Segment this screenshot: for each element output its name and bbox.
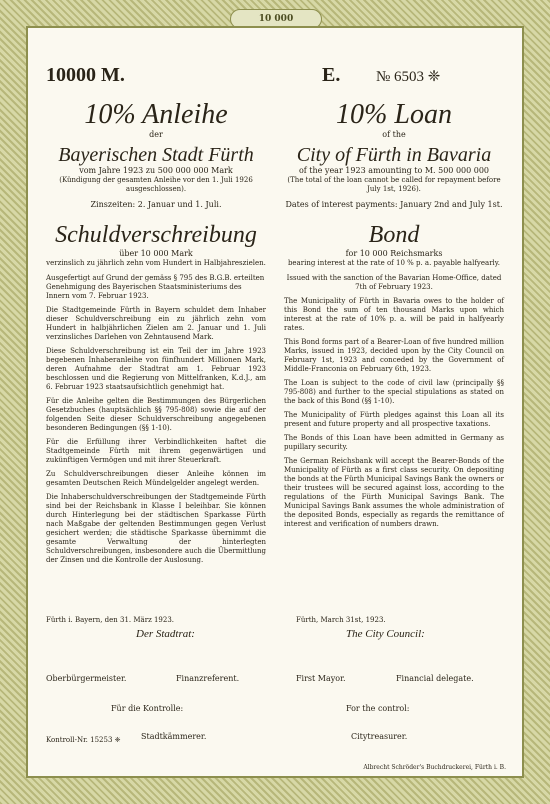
serial-number: № 6503 ❈	[376, 69, 441, 85]
serial-letter: E.	[322, 64, 341, 86]
german-paragraph-6: Die Inhaberschuldverschreibungen der Stadtgemeinde Fürth sind bei der Reichsbank in Klasse I beleihbar. Sie können durch Hinterlegung bei der städtischen Sparkasse Fürth nach Maßgabe der geltenden Bestimmungen gegen Verlust gesichert werden; die städtische Sparkasse übernimmt die gesamte Verwaltung der hinterlegten Schuldverschreibungen, insbesondere auch die Übermittlung der Zinsen und die Kontrolle der Auslosung.	[46, 493, 266, 564]
english-rate-line: bearing interest at the rate of 10 % p. a. payable halfyearly.	[287, 259, 501, 267]
english-place-date: Fürth, March 31st, 1923.	[296, 616, 386, 624]
german-paragraph-5: Zu Schuldverschreibungen dieser Anleihe können im gesamten Deutschen Reich Mündelgelder angelegt werden.	[46, 470, 266, 487]
english-title: 10% Loan	[336, 99, 452, 130]
german-column	[46, 100, 266, 565]
german-paragraph-4: Für die Erfüllung ihrer Verbindlichkeiten haftet die Stadtgemeinde Fürth mit ihrem gegenwärtigen und zukünftigen Vermögen und mit ihrer Steuerkraft.	[46, 438, 266, 464]
english-year: of the year 1923 amounting to M. 500 000 000	[298, 166, 490, 175]
german-paragraph-3: Für die Anleihe gelten die Bestimmungen des Bürgerlichen Gesetzbuches (hauptsächlich §§ 795-808) sowie die auf der folgenden Seite dieser Schuldverschreibung angegebenen besonderen Bedingungen (§§ 1-10).	[46, 397, 266, 432]
german-year: vom Jahre 1923 zu 500 000 000 Mark	[79, 166, 233, 175]
english-sig-mayor: First Mayor.	[296, 674, 346, 683]
english-city: City of Fürth in Bavaria	[296, 144, 492, 166]
english-paragraph-4: The Municipality of Fürth pledges against this Loan all its present and future property and all prospective taxations.	[284, 411, 504, 428]
printer-imprint: Albrecht Schröder's Buchdruckerei, Fürth i. B.	[363, 764, 506, 771]
english-issued: Issued with the sanction of the Bavarian Home-Office, dated 7th of February 1923.	[286, 274, 502, 291]
english-paragraph-1: The Municipality of Fürth in Bavaria owes to the holder of this Bond the sum of ten thousand Marks upon which interest at the rate of 10% p. a. will be paid in halfyearly rates.	[284, 297, 504, 332]
german-interest: Zinszeiten: 2. Januar und 1. Juli.	[90, 200, 222, 209]
german-issued: Ausgefertigt auf Grund der gemäss § 795 des B.G.B. erteilten Genehmigung des Bayerischen Staatsministeriums des Innern vom 7. Februar 1923.	[46, 274, 265, 300]
german-paragraph-1: Die Stadtgemeinde Fürth in Bayern schuldet dem Inhaber dieser Schuldverschreibung ein zu jährlich zehn vom Hundert in halbjährlichen Zielen am 2. Januar und 1. Juli verzinsliches Darlehen von Zehntausend Mark.	[46, 306, 266, 341]
english-sig-finance: Financial delegate.	[396, 674, 474, 683]
english-sig-treasurer: Citytreasurer.	[351, 732, 408, 741]
english-section: Bond	[368, 222, 420, 248]
german-der: der	[149, 130, 163, 139]
control-number: Kontroll-Nr. 15253 ❈	[46, 736, 121, 744]
german-section: Schuldverschreibung	[55, 222, 257, 248]
german-place-date: Fürth i. Bayern, den 31. März 1923.	[46, 616, 175, 624]
german-sig-treasurer: Stadtkämmerer.	[141, 732, 207, 741]
german-title: 10% Anleihe	[84, 99, 228, 130]
german-city: Bayerischen Stadt Fürth	[58, 144, 254, 166]
english-paragraph-2: This Bond forms part of a Bearer-Loan of five hundred million Marks, issued in 1923, decided upon by the City Council on February 1st, 1923 and conceded by the Government of Middle-Franconia on February 6th, 1923.	[284, 338, 504, 373]
german-control-label: Für die Kontrolle:	[111, 704, 184, 713]
english-note: (The total of the loan cannot be called for repayment before July 1st, 1926).	[287, 176, 501, 193]
german-amount-line: über 10 000 Mark	[119, 249, 193, 258]
english-of: of the	[382, 130, 406, 139]
german-paragraph-2: Diese Schuldverschreibung ist ein Teil der im Jahre 1923 begebenen Inhaberanleihe von fünfhundert Millionen Mark, deren Aufnahme der Stadtrat am 1. Februar 1923 beschlossen und die Regierung von Mittelfranken, K.d.J., am 6. Februar 1923 staatsaufsichtlich genehmigt hat.	[46, 347, 266, 391]
english-interest: Dates of interest payments: January 2nd and July 1st.	[285, 200, 503, 209]
denomination-cartouche: 10 000	[230, 9, 322, 29]
german-sig-mayor: Oberbürgermeister.	[46, 674, 127, 683]
english-paragraph-3: The Loan is subject to the code of civil law (principally §§ 795-808) and further to the special stipulations as stated on the back of this Bond (§§ 1-10).	[284, 379, 504, 405]
english-control-label: For the control:	[346, 704, 410, 713]
english-paragraph-6: The German Reichsbank will accept the Bearer-Bonds of the Municipality of Fürth as a first class security. On depositing the bonds at the Fürth Municipal Savings Bank the owners or their trustees will be secured against loss, according to the regulations of the Fürth Municipal Savings Bank. The Municipal Savings Bank assumes the whole administration of the deposited Bonds, especially as regards the remittance of interest and verification of numbers drawn.	[284, 457, 504, 528]
german-note: (Kündigung der gesamten Anleihe vor den 1. Juli 1926 ausgeschlossen).	[59, 176, 253, 193]
certificate-content	[46, 56, 506, 771]
amount: 10000 M.	[46, 64, 125, 86]
german-sig-finance: Finanzreferent.	[176, 674, 240, 683]
english-paragraph-5: The Bonds of this Loan have been admitted in Germany as pupillary security.	[284, 434, 504, 451]
german-council-label: Der Stadtrat:	[136, 628, 195, 640]
english-column	[284, 100, 504, 529]
top-row	[46, 64, 506, 90]
english-council-label: The City Council:	[346, 628, 425, 640]
english-amount-line: for 10 000 Reichsmarks	[345, 249, 443, 258]
german-rate-line: verzinslich zu jährlich zehn vom Hundert in Halbjahreszielen.	[46, 259, 266, 267]
